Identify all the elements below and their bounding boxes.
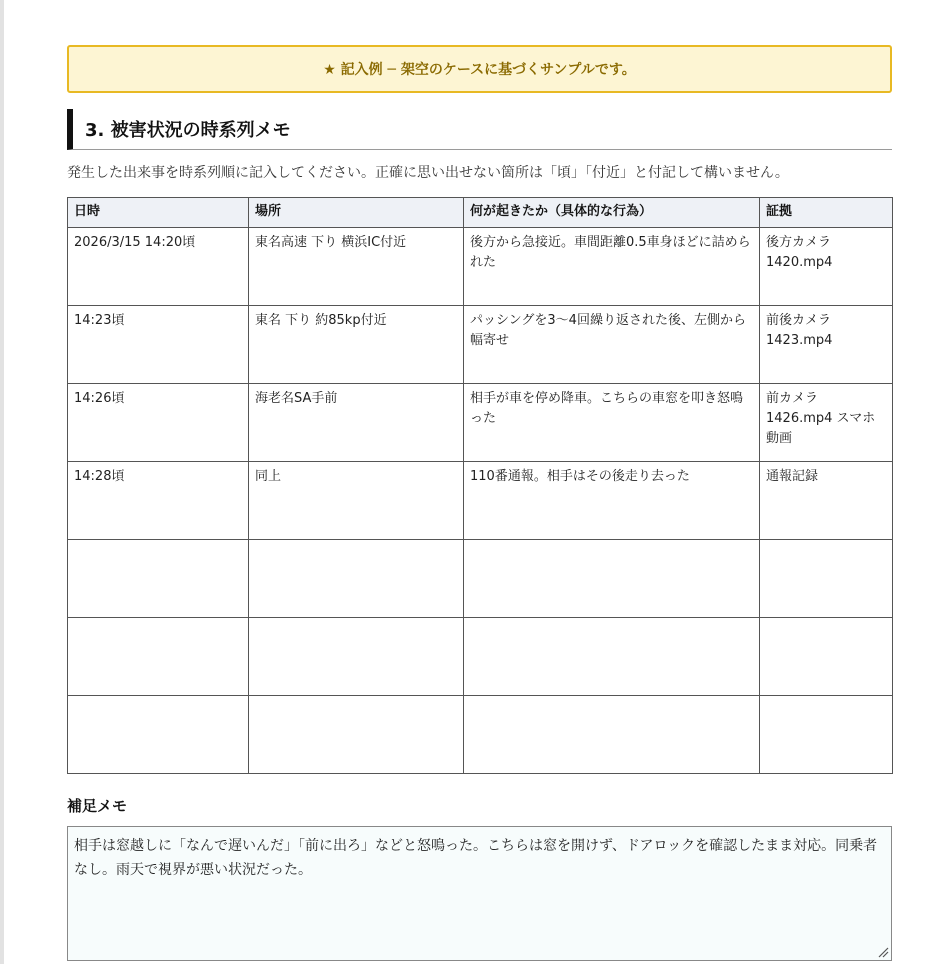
cell-evidence[interactable] bbox=[760, 540, 893, 618]
notes-text: 相手は窓越しに「なんで遅いんだ」「前に出ろ」などと怒鳴った。こちらは窓を開けず、ドアロックを確認したまま対応。同乗者なし。雨天で視界が悪い状況だった。 bbox=[74, 838, 878, 878]
cell-datetime[interactable]: 14:23頃 bbox=[68, 306, 249, 384]
cell-location[interactable]: 同上 bbox=[249, 462, 464, 540]
cell-location[interactable]: 海老名SA手前 bbox=[249, 384, 464, 462]
section-title-text: 3. 被害状況の時系列メモ bbox=[85, 120, 291, 141]
header-evidence: 証拠 bbox=[760, 198, 893, 228]
table-row bbox=[68, 618, 893, 696]
cell-event[interactable]: 相手が車を停め降車。こちらの車窓を叩き怒鳴った bbox=[464, 384, 760, 462]
cell-event[interactable]: 110番通報。相手はその後走り去った bbox=[464, 462, 760, 540]
header-event: 何が起きたか（具体的な行為） bbox=[464, 198, 760, 228]
section-heading bbox=[67, 109, 892, 150]
timeline-table bbox=[67, 197, 893, 774]
cell-location[interactable] bbox=[249, 696, 464, 774]
form-page bbox=[67, 45, 892, 961]
cell-evidence[interactable]: 前後カメラ 1423.mp4 bbox=[760, 306, 893, 384]
cell-event[interactable]: 後方から急接近。車間距離0.5車身ほどに詰められた bbox=[464, 228, 760, 306]
cell-location[interactable] bbox=[249, 540, 464, 618]
cell-evidence[interactable]: 後方カメラ 1420.mp4 bbox=[760, 228, 893, 306]
cell-event[interactable]: パッシングを3〜4回繰り返された後、左側から幅寄せ bbox=[464, 306, 760, 384]
cell-event[interactable] bbox=[464, 618, 760, 696]
table-row bbox=[68, 696, 893, 774]
cell-location[interactable] bbox=[249, 618, 464, 696]
table-row bbox=[68, 540, 893, 618]
cell-event[interactable] bbox=[464, 540, 760, 618]
cell-location[interactable]: 東名高速 下り 横浜IC付近 bbox=[249, 228, 464, 306]
table-header-row bbox=[68, 198, 893, 228]
table-row bbox=[68, 462, 893, 540]
notes-textarea[interactable] bbox=[67, 826, 892, 961]
table-row bbox=[68, 228, 893, 306]
sample-notice-banner bbox=[67, 45, 892, 93]
resize-grip-icon[interactable] bbox=[877, 946, 889, 958]
cell-evidence[interactable] bbox=[760, 696, 893, 774]
table-row bbox=[68, 384, 893, 462]
header-location: 場所 bbox=[249, 198, 464, 228]
table-row bbox=[68, 306, 893, 384]
cell-location[interactable]: 東名 下り 約85kp付近 bbox=[249, 306, 464, 384]
notes-label: 補足メモ bbox=[67, 797, 128, 815]
cell-evidence[interactable]: 通報記録 bbox=[760, 462, 893, 540]
cell-evidence[interactable]: 前カメラ 1426.mp4 スマホ動画 bbox=[760, 384, 893, 462]
cell-datetime[interactable] bbox=[68, 540, 249, 618]
left-edge-rule bbox=[0, 0, 4, 964]
sample-notice-text: ★ 記入例 ─ 架空のケースに基づくサンプルです。 bbox=[323, 62, 636, 78]
cell-datetime[interactable]: 14:28頃 bbox=[68, 462, 249, 540]
cell-evidence[interactable] bbox=[760, 618, 893, 696]
cell-datetime[interactable] bbox=[68, 618, 249, 696]
cell-datetime[interactable]: 14:26頃 bbox=[68, 384, 249, 462]
cell-datetime[interactable]: 2026/3/15 14:20頃 bbox=[68, 228, 249, 306]
cell-event[interactable] bbox=[464, 696, 760, 774]
section-instructions: 発生した出来事を時系列順に記入してください。正確に思い出せない箇所は「頃」「付近」と付記して構いません。 bbox=[67, 165, 789, 181]
header-datetime: 日時 bbox=[68, 198, 249, 228]
cell-datetime[interactable] bbox=[68, 696, 249, 774]
